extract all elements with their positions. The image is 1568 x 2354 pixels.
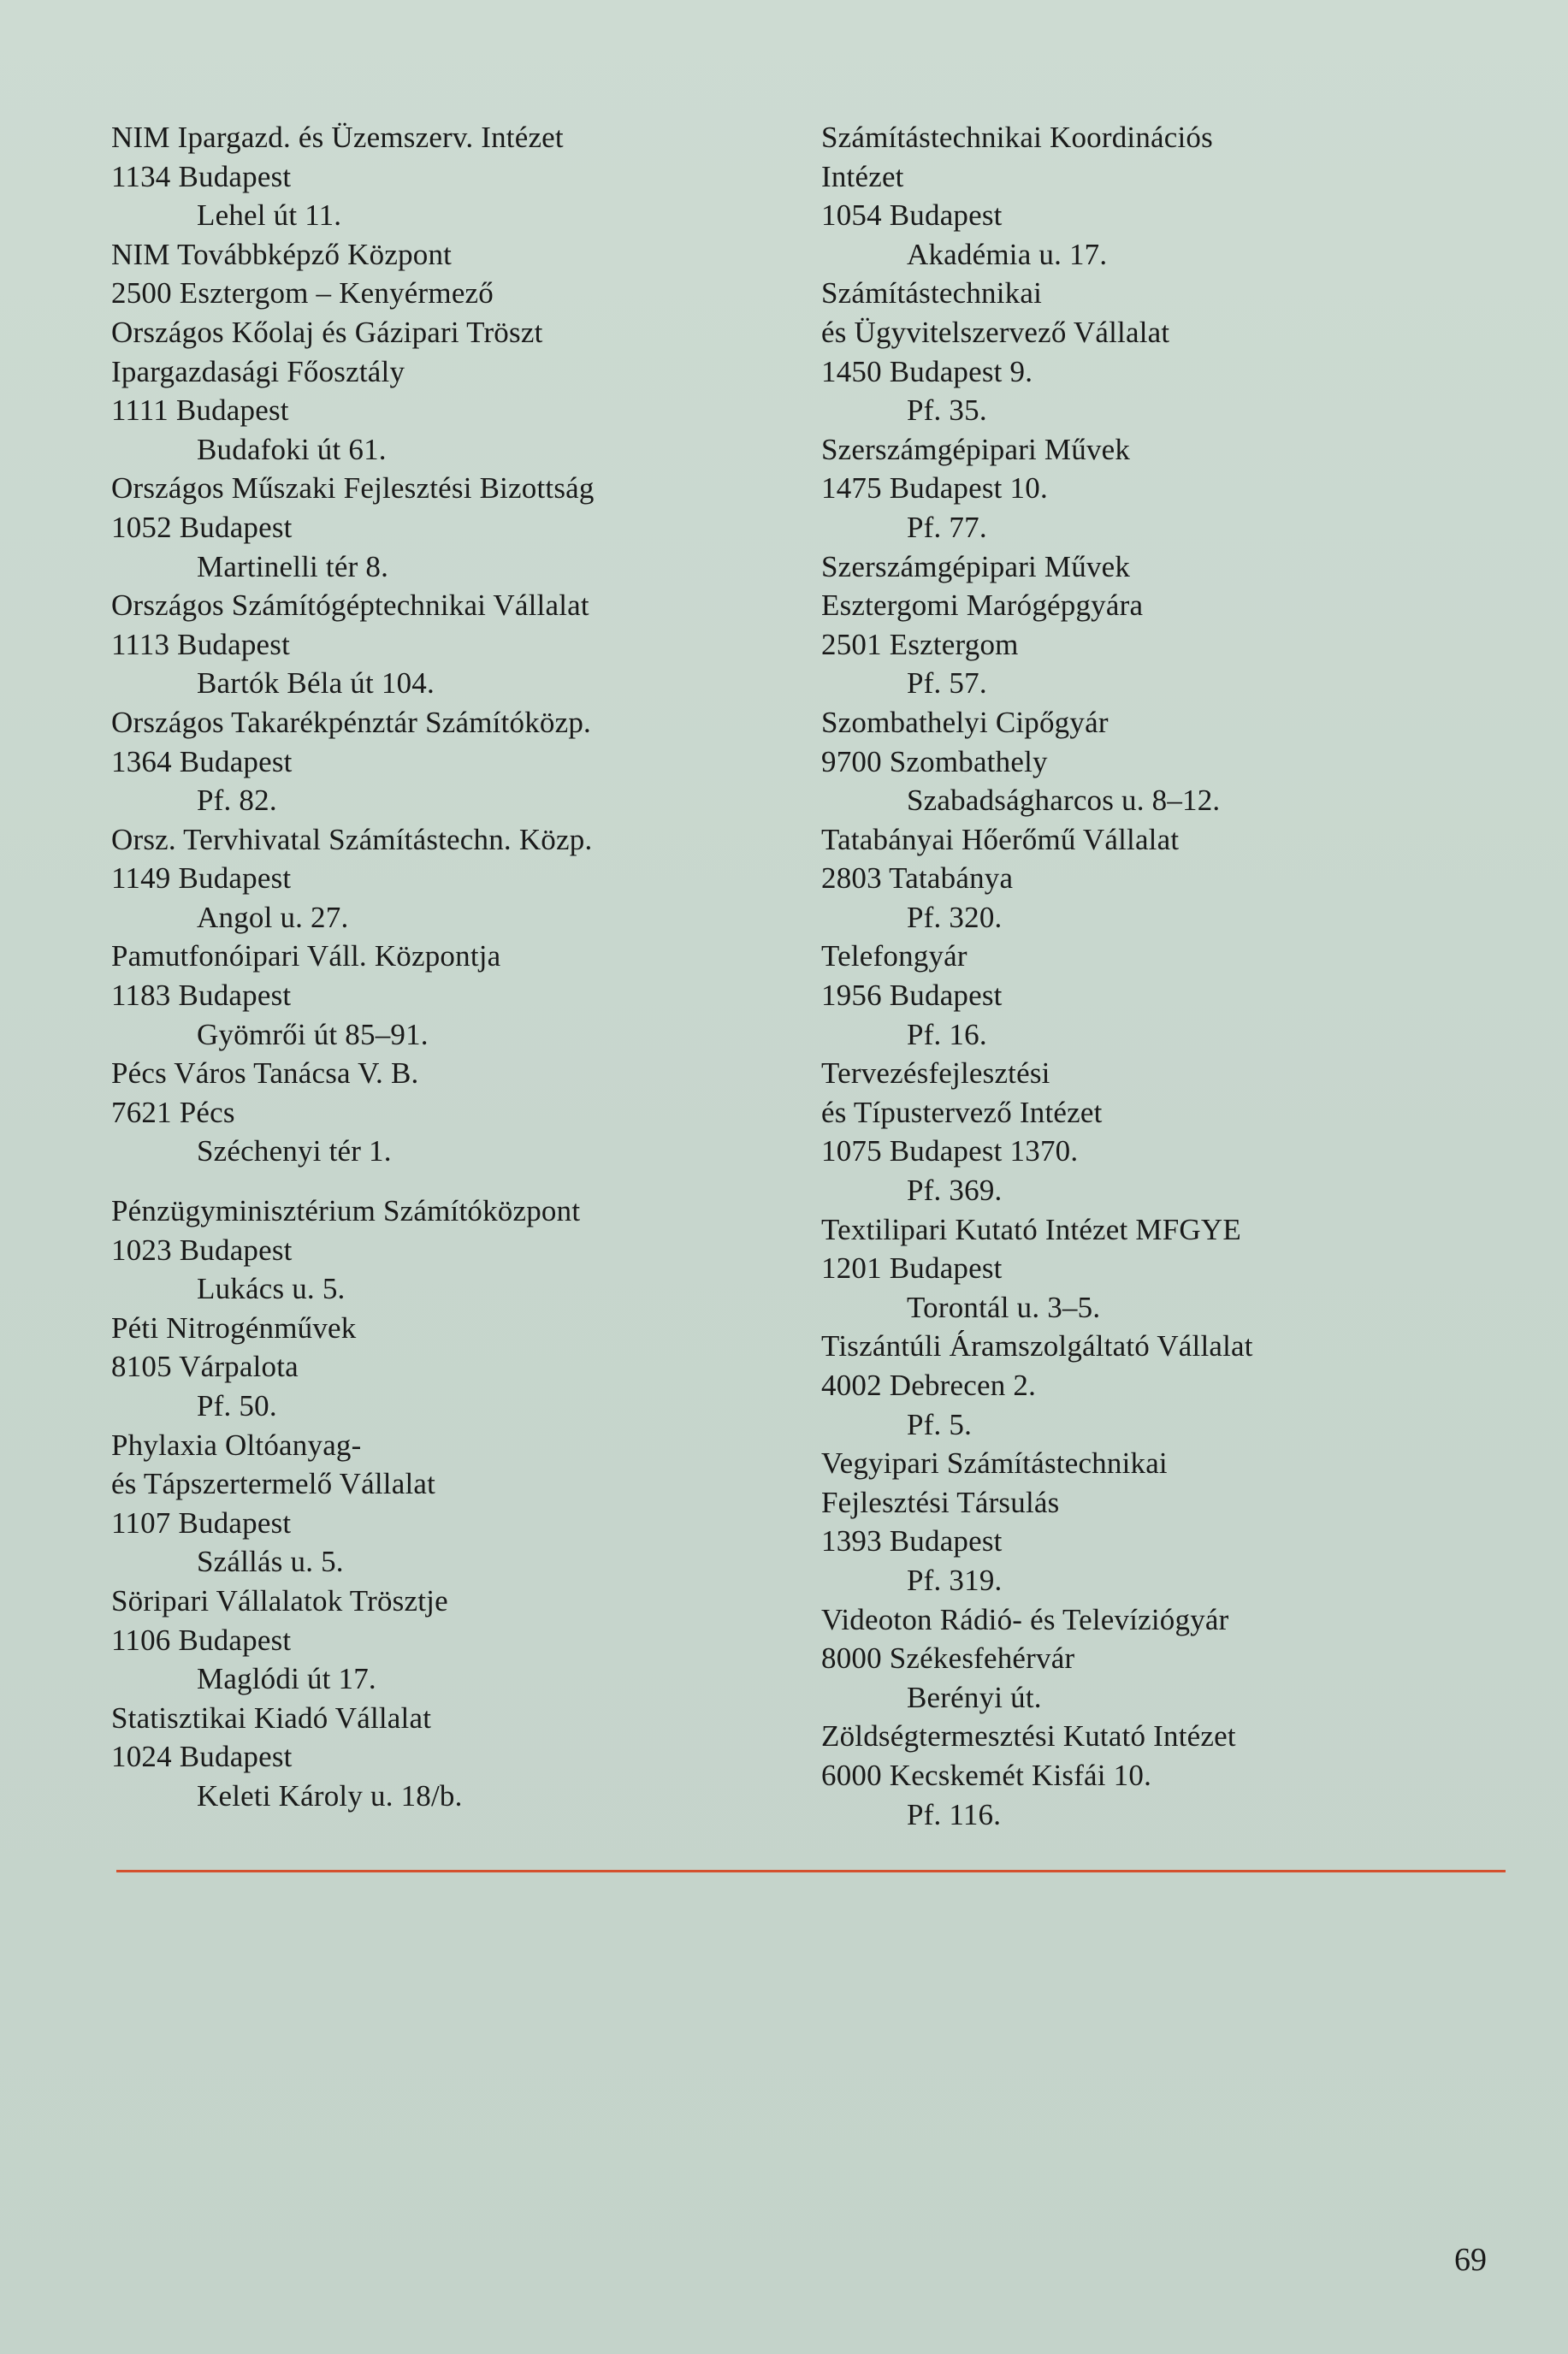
address-line: és Tápszertermelő Vállalat xyxy=(111,1467,436,1501)
organization-name: Söripari Vállalatok Trösztje xyxy=(111,1583,448,1618)
organization-name: Textilipari Kutató Intézet MFGYE xyxy=(821,1212,1241,1246)
address-line: Fejlesztési Társulás xyxy=(821,1485,1060,1519)
address-line: 2501 Esztergom xyxy=(821,627,1019,661)
organization-name: Számítástechnikai xyxy=(821,276,1043,311)
address-line: 1475 Budapest 10. xyxy=(821,471,1048,506)
address-entry xyxy=(111,937,727,1054)
address-entry xyxy=(111,703,727,820)
address-line: 1201 Budapest xyxy=(821,1251,1003,1286)
street-or-po-box: Pf. 35. xyxy=(907,393,987,428)
address-entry xyxy=(821,547,1506,703)
address-line: 1052 Budapest xyxy=(111,510,293,544)
address-entry xyxy=(821,430,1506,547)
address-line: 1956 Budapest xyxy=(821,979,1003,1013)
street-or-po-box: Pf. 50. xyxy=(197,1389,277,1422)
street-or-po-box: Gyömrői út 85–91. xyxy=(197,1017,429,1051)
street-or-po-box: Pf. 5. xyxy=(907,1407,973,1441)
address-line: 9700 Szombathely xyxy=(821,744,1048,778)
address-line: 1450 Budapest 9. xyxy=(821,354,1033,388)
organization-name: Pamutfonóipari Váll. Központja xyxy=(111,939,501,973)
address-line: Esztergomi Marógépgyára xyxy=(821,588,1144,623)
address-line: 8000 Székesfehérvár xyxy=(821,1641,1075,1676)
address-entry xyxy=(111,1426,727,1582)
address-line: 1054 Budapest xyxy=(821,198,1003,233)
address-line: 1106 Budapest xyxy=(111,1623,292,1657)
left-address-column xyxy=(111,118,727,1816)
organization-name: Országos Kőolaj és Gázipari Tröszt xyxy=(111,315,543,349)
address-entry xyxy=(111,1699,727,1816)
organization-name: NIM Továbbképző Központ xyxy=(111,237,453,271)
address-line: 2500 Esztergom – Kenyérmező xyxy=(111,276,494,311)
address-entry xyxy=(111,1309,727,1426)
orange-divider-rule xyxy=(116,1870,1506,1872)
street-or-po-box: Pf. 319. xyxy=(907,1563,1003,1597)
organization-name: Országos Műszaki Fejlesztési Bizottság xyxy=(111,471,595,506)
street-or-po-box: Pf. 369. xyxy=(907,1174,1003,1208)
street-or-po-box: Bartók Béla út 104. xyxy=(197,666,435,701)
street-or-po-box: Torontál u. 3–5. xyxy=(907,1290,1101,1324)
right-address-column xyxy=(821,118,1506,1834)
address-line: 7621 Pécs xyxy=(111,1095,235,1129)
address-line: 1393 Budapest xyxy=(821,1524,1003,1558)
address-entry xyxy=(111,469,727,586)
address-line: 1023 Budapest xyxy=(111,1233,293,1267)
organization-name: Telefongyár xyxy=(821,939,967,973)
organization-name: Zöldségtermesztési Kutató Intézet xyxy=(821,1719,1236,1754)
address-entry xyxy=(111,313,727,469)
organization-name: Videoton Rádió- és Televíziógyár xyxy=(821,1602,1229,1636)
address-line: 4002 Debrecen 2. xyxy=(821,1369,1037,1402)
street-or-po-box: Pf. 77. xyxy=(907,510,987,544)
organization-name: Tatabányai Hőerőmű Vállalat xyxy=(821,822,1180,856)
address-line: 1113 Budapest xyxy=(111,627,291,661)
address-entry xyxy=(821,1444,1506,1600)
address-entry xyxy=(821,820,1506,937)
organization-name: Tervezésfejlesztési xyxy=(821,1056,1050,1091)
address-line: 1364 Budapest xyxy=(111,744,293,778)
address-entry xyxy=(111,820,727,937)
address-line: 1107 Budapest xyxy=(111,1505,292,1540)
address-line: 2803 Tatabánya xyxy=(821,861,1014,896)
organization-name: NIM Ipargazd. és Üzemszerv. Intézet xyxy=(111,121,564,154)
street-or-po-box: Akadémia u. 17. xyxy=(907,237,1108,271)
organization-name: Szerszámgépipari Művek xyxy=(821,432,1131,466)
address-entry xyxy=(111,1582,727,1699)
organization-name: Országos Takarékpénztár Számítóközp. xyxy=(111,705,591,739)
address-line: 6000 Kecskemét Kisfái 10. xyxy=(821,1758,1152,1792)
street-or-po-box: Angol u. 27. xyxy=(197,900,349,934)
address-line: és Típustervező Intézet xyxy=(821,1095,1103,1129)
street-or-po-box: Széchenyi tér 1. xyxy=(197,1134,392,1168)
address-line: 1111 Budapest xyxy=(111,393,289,428)
address-entry xyxy=(111,586,727,703)
organization-name: Pénzügyminisztérium Számítóközpont xyxy=(111,1194,581,1228)
address-entry xyxy=(821,1054,1506,1210)
organization-name: Péti Nitrogénművek xyxy=(111,1310,357,1345)
organization-name: Szombathelyi Cipőgyár xyxy=(821,705,1109,739)
page-number: 69 xyxy=(1454,2242,1487,2278)
address-line: 1024 Budapest xyxy=(111,1740,293,1774)
street-or-po-box: Pf. 82. xyxy=(197,784,277,818)
address-entry xyxy=(111,1192,727,1309)
organization-name: Phylaxia Oltóanyag- xyxy=(111,1428,362,1462)
organization-name: Szerszámgépipari Művek xyxy=(821,549,1131,583)
address-entry xyxy=(111,118,727,235)
organization-name: Tiszántúli Áramszolgáltató Vállalat xyxy=(821,1329,1253,1363)
address-entry xyxy=(821,703,1506,820)
street-or-po-box: Szabadságharcos u. 8–12. xyxy=(907,784,1221,818)
address-entry xyxy=(821,118,1506,274)
address-entry xyxy=(821,274,1506,429)
address-line: 1075 Budapest 1370. xyxy=(821,1134,1079,1168)
address-entry xyxy=(111,235,727,313)
organization-name: Statisztikai Kiadó Vállalat xyxy=(111,1700,432,1735)
organization-name: Számítástechnikai Koordinációs xyxy=(821,121,1213,154)
organization-name: Pécs Város Tanácsa V. B. xyxy=(111,1056,419,1091)
address-line: Ipargazdasági Főosztály xyxy=(111,354,405,388)
street-or-po-box: Keleti Károly u. 18/b. xyxy=(197,1778,463,1813)
address-entry xyxy=(821,937,1506,1054)
street-or-po-box: Pf. 57. xyxy=(907,666,987,701)
street-or-po-box: Lukács u. 5. xyxy=(197,1272,346,1306)
address-line: Intézet xyxy=(821,159,904,193)
street-or-po-box: Lehel út 11. xyxy=(197,198,342,233)
address-line: és Ügyvitelszervező Vállalat xyxy=(821,315,1170,349)
address-line: 1134 Budapest xyxy=(111,159,292,193)
street-or-po-box: Szállás u. 5. xyxy=(197,1545,344,1579)
address-line: 8105 Várpalota xyxy=(111,1350,299,1384)
street-or-po-box: Pf. 320. xyxy=(907,900,1003,934)
address-line: 1183 Budapest xyxy=(111,979,292,1013)
street-or-po-box: Maglódi út 17. xyxy=(197,1662,376,1696)
organization-name: Országos Számítógéptechnikai Vállalat xyxy=(111,588,589,623)
street-or-po-box: Pf. 116. xyxy=(907,1797,1002,1831)
organization-name: Orsz. Tervhivatal Számítástechn. Közp. xyxy=(111,822,593,856)
organization-name: Vegyipari Számítástechnikai xyxy=(821,1446,1168,1481)
address-line: 1149 Budapest xyxy=(111,861,292,896)
address-entry xyxy=(821,1600,1506,1718)
street-or-po-box: Budafoki út 61. xyxy=(197,432,387,466)
address-entry xyxy=(821,1717,1506,1834)
address-entry xyxy=(821,1327,1506,1444)
address-entry xyxy=(111,1054,727,1171)
street-or-po-box: Martinelli tér 8. xyxy=(197,549,389,583)
street-or-po-box: Pf. 16. xyxy=(907,1017,987,1051)
address-entry xyxy=(821,1210,1506,1328)
street-or-po-box: Berényi út. xyxy=(907,1680,1042,1714)
